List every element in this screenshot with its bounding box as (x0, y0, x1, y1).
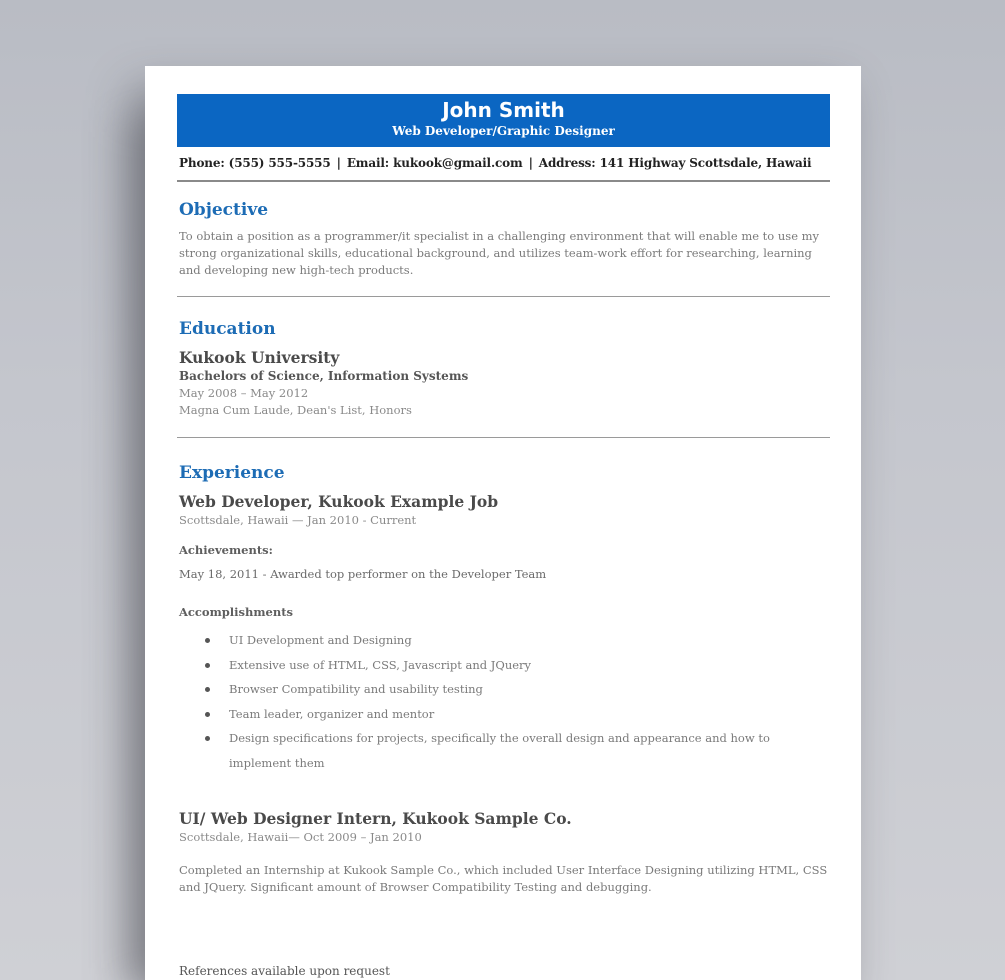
list-item: Design specifications for projects, specifically the overall design and appearance and how to implement them (205, 726, 805, 775)
contact-separator: | (528, 156, 533, 170)
job-location: Scottsdale, Hawaii— Oct 2009 – Jan 2010 (179, 830, 422, 844)
contact-email: Email: kukook@gmail.com (346, 156, 523, 170)
job-location: Scottsdale, Hawaii — Jan 2010 - Current (179, 513, 417, 527)
contact-phone: Phone: (555) 555-5555 (179, 156, 331, 170)
accomplishments-list (205, 628, 805, 775)
degree: Bachelors of Science, Information Systems (179, 369, 469, 383)
candidate-name: John Smith (442, 98, 565, 122)
list-item: Team leader, organizer and mentor (205, 702, 805, 727)
education-honors: Magna Cum Laude, Dean's List, Honors (179, 403, 412, 417)
experience-title: Experience (179, 463, 285, 483)
accomplishments-label: Accomplishments (179, 605, 294, 619)
school-name: Kukook University (179, 348, 340, 367)
achievements-label: Achievements: (179, 543, 273, 557)
education-title: Education (179, 319, 276, 339)
objective-title: Objective (179, 200, 269, 220)
job-title: UI/ Web Designer Intern, Kukook Sample Co. (179, 809, 572, 828)
education-divider (177, 437, 830, 438)
list-item: UI Development and Designing (205, 628, 805, 653)
list-item: Browser Compatibility and usability testing (205, 677, 805, 702)
list-item: Extensive use of HTML, CSS, Javascript and JQuery (205, 653, 805, 678)
resume-header (177, 94, 830, 147)
contact-line (179, 156, 831, 170)
candidate-role: Web Developer/Graphic Designer (392, 124, 615, 138)
education-dates: May 2008 – May 2012 (179, 386, 309, 400)
job-description: Completed an Internship at Kukook Sample Co., which included User Interface Designing utilizing HTML, CSS and JQuery. Significant amount of Browser Compatibility Testing and debugging. (179, 863, 828, 894)
objective-divider (177, 296, 830, 297)
job-title: Web Developer, Kukook Example Job (179, 492, 499, 511)
achievement-item: May 18, 2011 - Awarded top performer on the Developer Team (179, 567, 547, 581)
header-divider (177, 180, 830, 182)
contact-address: Address: 141 Highway Scottsdale, Hawaii (538, 156, 812, 170)
objective-text: To obtain a position as a programmer/it specialist in a challenging environment that will enable me to use my strong organizational skills, educational background, and utilizes team-work effort for researching, learning and developing new high-tech products. (179, 229, 820, 277)
references-note: References available upon request (179, 964, 390, 978)
resume-page (145, 66, 861, 980)
contact-separator: | (336, 156, 341, 170)
